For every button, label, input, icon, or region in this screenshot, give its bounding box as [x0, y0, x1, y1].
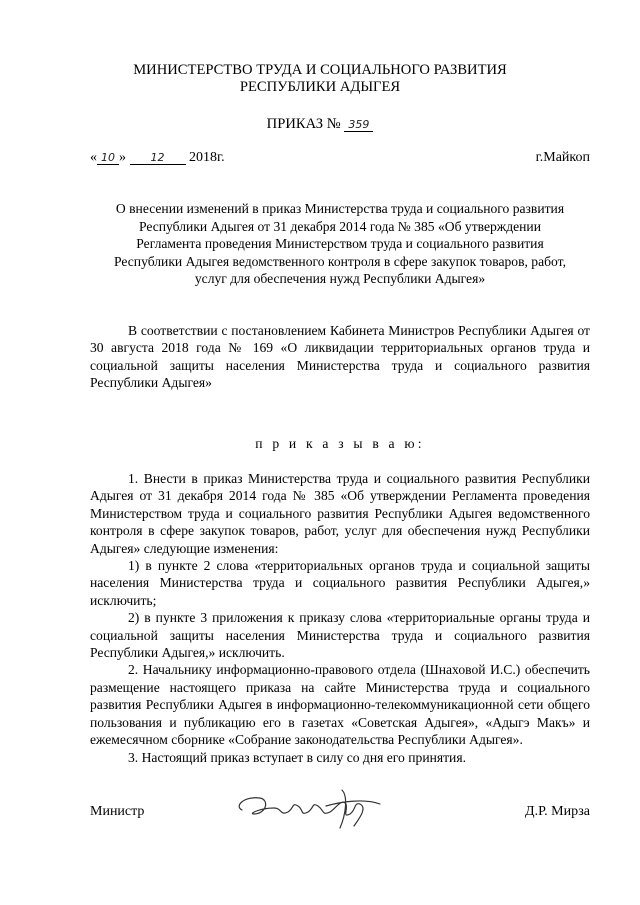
preamble-text: В соответствии с постановлением Кабинета Министров Республики Адыгея от 30 августа 2018 года № 169 «О ликвидации территориальных органов труда и социальной защиты населения Министерства труда и социального развития Республики Адыгея»	[90, 323, 590, 391]
decree-word: п р и к а з ы в а ю:	[255, 436, 425, 451]
date-open-quote: «	[90, 150, 97, 165]
item-1-sub-1: 1) в пункте 2 слова «территориальных органов труда и социальной защиты населения Министерства труда и социального развития Республики Адыгея,» исключить;	[90, 558, 590, 608]
date-day: 10	[97, 151, 119, 165]
order-date	[90, 150, 225, 166]
item-2: 2. Начальнику информационно-правового отдела (Шнаховой И.С.) обеспечить размещение настоящего приказа на сайте Министерства труда и социального развития Республики Адыгея в информационно-телекоммуникационной сети общего пользования и публикацию его в газетах «Советская Адыгея», «Адыгэ Макъ» и ежемесячном сборнике «Собрание законодательства Республики Адыгея».	[90, 662, 590, 748]
handwritten-signature-icon	[230, 784, 400, 832]
item-1: 1. Внести в приказ Министерства труда и социального развития Республики Адыгея от 31 декабря 2014 года № 385 «Об утверждении Регламента проведения Министерством труда и социального развития Республики Адыгея ведомственного контроля в сфере закупок товаров, работ, услуг для обеспечения нужд Республики Адыгея» следующие изменения:	[90, 471, 590, 556]
signatory-title: Министр	[90, 804, 145, 819]
ministry-line-1: МИНИСТЕРСТВО ТРУДА И СОЦИАЛЬНОГО РАЗВИТИЯ	[133, 62, 507, 78]
ministry-line-2: РЕСПУБЛИКИ АДЫГЕЯ	[239, 79, 401, 95]
signatory-name: Д.Р. Мирза	[525, 804, 590, 819]
order-items	[90, 470, 590, 766]
signature-block	[90, 804, 590, 826]
item-3: 3. Настоящий приказ вступает в силу со дня его принятия.	[128, 749, 466, 765]
order-label: ПРИКАЗ №	[266, 116, 341, 132]
ministry-header	[90, 62, 550, 96]
date-month: 12	[130, 151, 186, 165]
order-title	[90, 116, 550, 133]
date-line	[90, 150, 590, 168]
date-year: 2018г.	[189, 150, 225, 165]
order-number: 359	[344, 118, 373, 132]
city: г.Майкоп	[535, 150, 590, 165]
order-subject: О внесении изменений в приказ Министерства труда и социального развития Республики Адыгея от 31 декабря 2014 года № 385 «Об утверждении Регламента проведения Министерством труда и социального развития Республики Адыгея ведомственного контроля в сфере закупок товаров, работ, услуг для обеспечения нужд Республики Адыгея»	[114, 201, 566, 287]
item-1-sub-2: 2) в пункте 3 приложения к приказу слова «территориальные органы труда и социальной защиты населения Министерства труда и социального развития Республики Адыгея,» исключить.	[90, 610, 590, 661]
preamble	[90, 322, 590, 392]
date-close-quote: »	[119, 150, 126, 165]
